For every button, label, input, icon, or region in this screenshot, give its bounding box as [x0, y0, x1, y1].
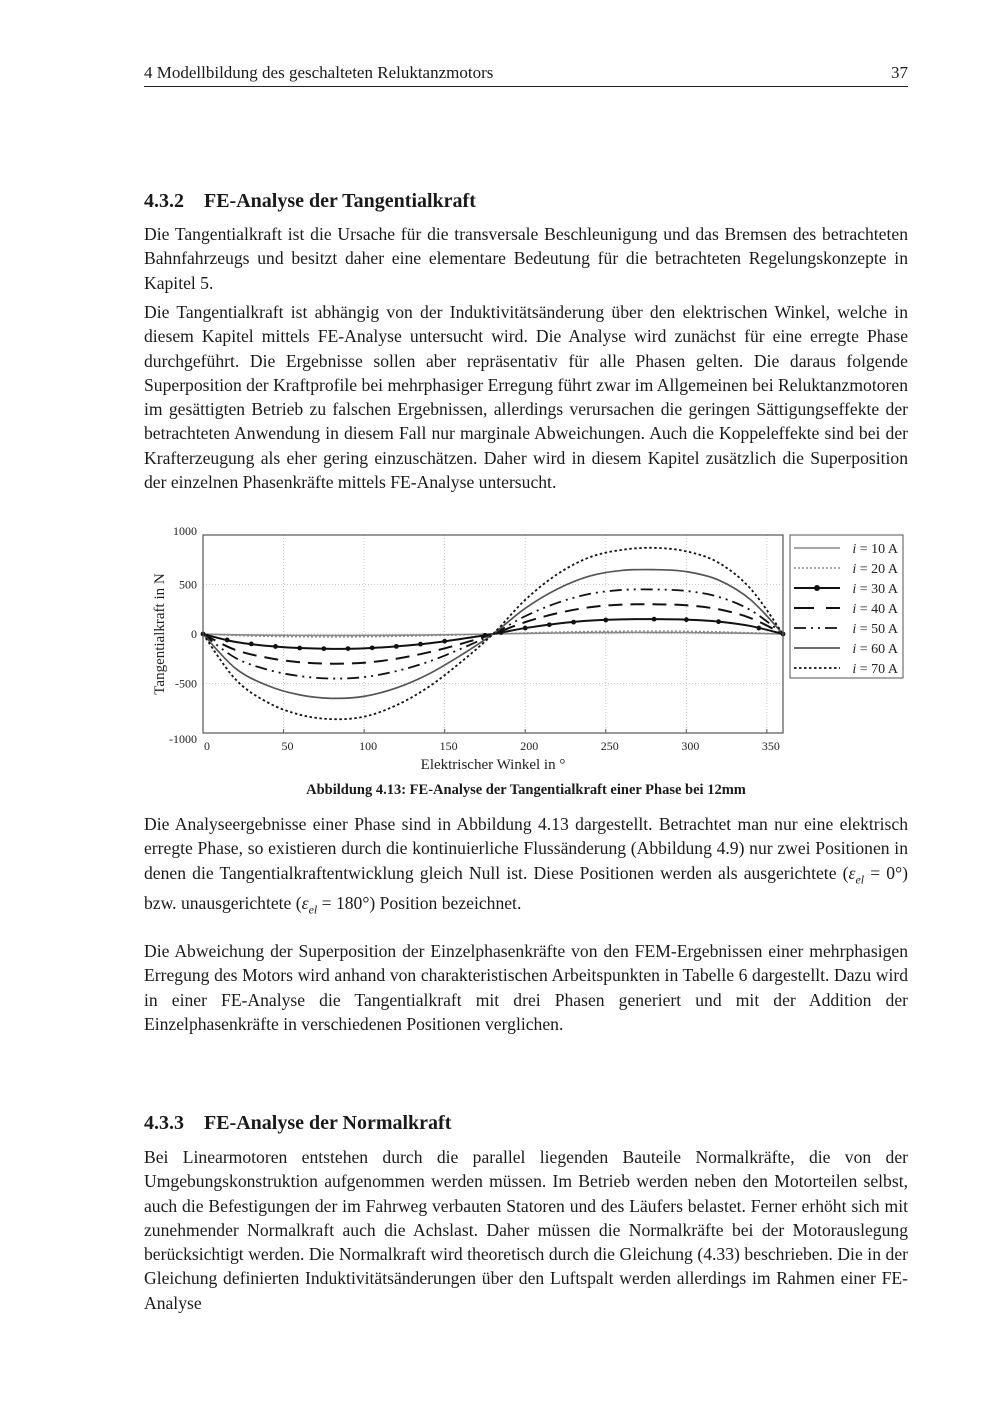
section-number: 4.3.2	[144, 190, 184, 212]
chart-legend	[790, 535, 903, 678]
y-axis-ticks	[169, 525, 197, 746]
series-marker	[442, 639, 447, 644]
equation-value: = 180°	[317, 893, 370, 914]
subscript-el: el	[308, 902, 318, 917]
series-marker	[603, 618, 608, 623]
x-tick-label: 250	[600, 739, 619, 753]
text-segment: ) Position bezeichnet.	[369, 893, 522, 914]
subscript-el: el	[855, 872, 865, 887]
series-marker	[571, 620, 576, 625]
chart-curves	[201, 548, 786, 719]
legend-label: i = 10 A	[852, 542, 898, 557]
legend-label: i = 40 A	[852, 602, 898, 617]
series-marker	[225, 638, 230, 643]
legend-marker	[814, 585, 820, 591]
x-tick-label: 350	[761, 739, 780, 753]
legend-label: i = 20 A	[852, 562, 898, 577]
paragraph-results	[144, 812, 908, 922]
x-tick-label: 200	[520, 739, 539, 753]
section-title: FE-Analyse der Normalkraft	[204, 1112, 452, 1134]
y-tick-label: -500	[175, 676, 197, 691]
x-axis-label: Elektrischer Winkel in °	[420, 757, 566, 773]
page-header	[144, 62, 908, 87]
series-marker	[297, 646, 302, 651]
series-marker	[346, 646, 351, 651]
series-marker	[370, 645, 375, 650]
y-axis-label: Tangentialkraft in N	[152, 573, 168, 695]
page-number: 37	[891, 63, 908, 82]
series-marker	[547, 622, 552, 627]
series-marker	[523, 626, 528, 631]
x-tick-label: 100	[359, 739, 378, 753]
text-segment: Die Analyseergebnisse einer Phase sind in Abbildung 4.13 dargestellt. Betrachtet man nur eine elektrisch erregte Phase, so existieren durch die kontinuierliche Flussänderung (Abbildung 4.9) nur zwei Positionen in denen die Tangentialkraftentwicklung gleich Null ist. Diese Positionen werden als ausgerichtete (	[144, 814, 908, 883]
tangential-force-chart	[140, 525, 910, 775]
paragraph-normal-force: Bei Linearmotoren entstehen durch die parallel liegenden Bauteile Normalkräfte, die von der Umgebungskonstruktion aufgenommen werden müssen. Im Betrieb werden neben den Motorteilen selbst, auch die Befestigungen der im Fahrweg verbauten Statoren und des Läufers belastet. Ferner erhöht sich mit zunehmender Normalkraft auch die Achslast. Daher müssen die Normalkräfte bei der Motorauslegung berücksichtigt werden. Die Normalkraft wird theoretisch durch die Gleichung (4.33) beschrieben. Die in der Gleichung definierten Induktivitätsänderungen über den Luftspalt werden allerdings im Rahmen einer FE-Analyse	[144, 1147, 908, 1313]
legend-label: i = 60 A	[852, 642, 898, 657]
legend-label: i = 30 A	[852, 582, 898, 597]
equation-value: = 0°	[864, 862, 903, 883]
series-marker	[321, 646, 326, 651]
section-heading-4-3-3	[144, 1112, 451, 1135]
x-tick-label: 0	[204, 739, 210, 753]
x-tick-label: 150	[439, 739, 458, 753]
chapter-title: 4 Modellbildung des geschalteten Reluktanzmotors	[144, 63, 494, 82]
x-tick-label: 50	[281, 739, 294, 753]
section-number: 4.3.3	[144, 1112, 184, 1134]
section-heading-4-3-2	[144, 190, 476, 213]
chart-canvas	[140, 525, 910, 775]
x-tick-label: 300	[681, 739, 700, 753]
paragraph-superposition: Die Abweichung der Superposition der Einzelphasenkräfte von den FEM-Ergebnissen einer mehrphasigen Erregung des Motors wird anhand von charakteristischen Arbeitspunkten in Tabelle 6 dargestellt. Dazu wird in einer FE-Analyse die Tangentialkraft mit drei Phasen generiert und mit der Addition der Einzelphasenkräfte in verschiedenen Positionen verglichen.	[144, 941, 908, 1034]
series-marker	[273, 644, 278, 649]
series-marker	[684, 617, 689, 622]
paragraph-intro: Die Tangentialkraft ist die Ursache für die transversale Beschleunigung und das Bremsen des betrachteten Bahnfahrzeugs und besitzt daher eine elementare Bedeutung für die betrachteten Regelungskonzepte in Kapitel 5.	[144, 224, 908, 293]
series-marker	[394, 644, 399, 649]
y-tick-label: -1000	[169, 732, 197, 746]
series-marker	[756, 626, 761, 631]
paragraph-analysis: Die Tangentialkraft ist abhängig von der Induktivitätsänderung über den elektrischen Winkel, welche in diesem Kapitel mittels FE-Analyse untersucht wird. Die Analyse wird zunächst für eine erregte Phase durchgeführt. Die Ergebnisse sollen aber repräsentativ für alle Phasen gelten. Die daraus folgende Superposition der Kraftprofile bei mehrphasiger Erregung führt zwar im Allgemeinen bei Reluktanzmotoren im gesättigten Betrieb zu falschen Ergebnissen, allerdings verursachen die geringen Sättigungseffekte der betrachteten Anwendung in diesem Fall nur marginale Abweichungen. Auch die Koppeleffekte sind bei der Krafterzeugung als eher gering einzuschätzen. Daher wird in diesem Kapitel zusätzlich die Superposition der einzelnen Phasenkräfte mittels FE-Analyse untersucht.	[144, 302, 908, 493]
text-segment: ) bzw. unausgerichtete (	[144, 862, 908, 914]
series-marker	[716, 619, 721, 624]
epsilon-symbol: ε	[301, 893, 309, 914]
epsilon-symbol: ε	[848, 862, 856, 883]
section-title: FE-Analyse der Tangentialkraft	[204, 190, 476, 212]
series-marker	[652, 617, 657, 622]
series-marker	[418, 642, 423, 647]
legend-label: i = 50 A	[852, 622, 898, 637]
y-tick-label: 1000	[173, 525, 197, 538]
y-tick-label: 500	[179, 577, 197, 592]
series-marker	[249, 642, 254, 647]
figure-caption: Abbildung 4.13: FE-Analyse der Tangentialkraft einer Phase bei 12mm	[306, 782, 746, 798]
legend-label: i = 70 A	[852, 662, 898, 677]
y-tick-label: 0	[191, 627, 197, 641]
